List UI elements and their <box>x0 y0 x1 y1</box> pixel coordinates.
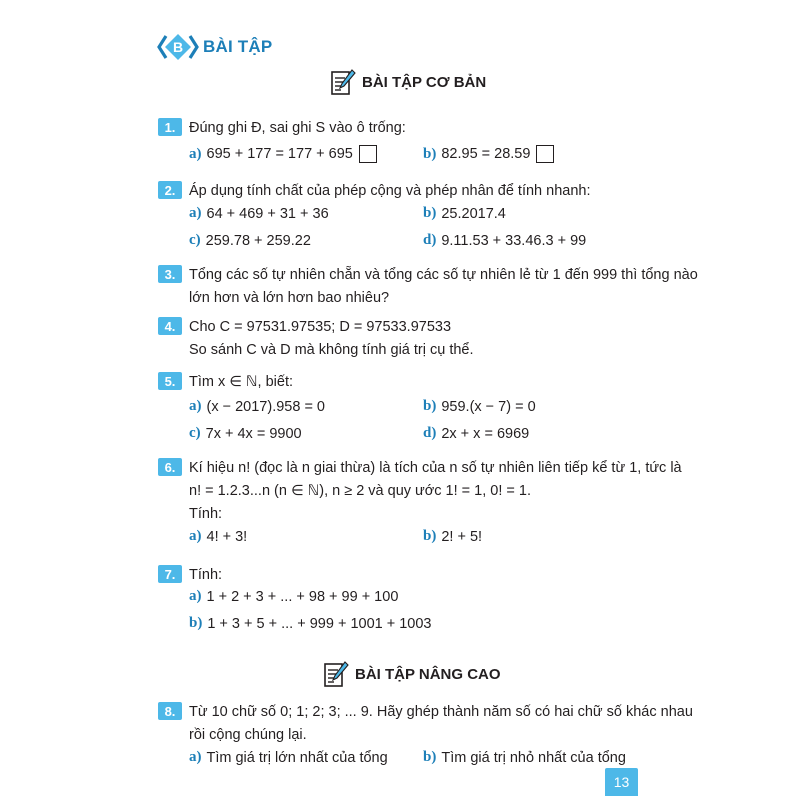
question-line: rồi cộng chúng lại. <box>189 727 307 743</box>
option-text: 1 + 3 + 5 + ... + 999 + 1001 + 1003 <box>207 615 432 632</box>
question-2 <box>158 180 591 203</box>
badge-letter: B <box>172 39 184 55</box>
option-2a <box>189 205 329 222</box>
question-line: Tính: <box>189 506 223 522</box>
option-label: c) <box>189 232 201 248</box>
question-6 <box>158 457 682 526</box>
option-text: 9.11.53 + 33.46.3 + 99 <box>441 232 587 249</box>
option-label: a) <box>189 588 202 604</box>
option-2d <box>423 232 586 249</box>
notebook-pencil-icon <box>330 68 356 96</box>
question-text: Tính: <box>189 567 223 583</box>
option-label: a) <box>189 528 202 544</box>
question-text <box>189 316 474 362</box>
option-2b <box>423 205 506 222</box>
answer-checkbox[interactable] <box>536 145 554 163</box>
question-number: 6. <box>158 458 182 476</box>
option-text: Tìm giá trị nhỏ nhất của tổng <box>441 749 626 766</box>
question-line: So sánh C và D mà không tính giá trị cụ thể. <box>189 342 474 358</box>
question-8 <box>158 701 693 747</box>
section-title-advanced <box>323 660 501 688</box>
question-text <box>189 701 693 747</box>
section-b-badge-icon <box>157 33 199 61</box>
option-text: 259.78 + 259.22 <box>205 232 311 249</box>
question-1 <box>158 117 406 140</box>
option-8a <box>189 749 388 766</box>
question-text: Tìm x ∈ ℕ, biết: <box>189 374 294 390</box>
option-label: b) <box>423 145 437 162</box>
option-label: a) <box>189 398 202 414</box>
option-label: b) <box>189 615 203 631</box>
page-number: 13 <box>605 768 638 796</box>
option-label: d) <box>423 425 437 441</box>
option-1a <box>189 145 377 163</box>
option-text: 82.95 = 28.59 <box>441 146 531 162</box>
question-number: 5. <box>158 372 182 390</box>
option-1b <box>423 145 554 163</box>
section-title-text: BÀI TẬP CƠ BẢN <box>362 73 487 91</box>
option-label: b) <box>423 528 437 544</box>
option-5c <box>189 425 302 442</box>
option-5a <box>189 398 325 415</box>
option-label: a) <box>189 205 202 221</box>
question-number: 3. <box>158 265 182 283</box>
option-text: 4! + 3! <box>206 528 248 545</box>
option-label: b) <box>423 398 437 414</box>
question-line: Tổng các số tự nhiên chẵn và tổng các số tự nhiên lẻ từ 1 đến 999 thì tổng nào <box>189 267 698 283</box>
question-line: Kí hiệu n! (đọc là n giai thừa) là tích của n số tự nhiên liên tiếp kể từ 1, tức là <box>189 460 682 476</box>
option-text: 64 + 469 + 31 + 36 <box>206 205 329 222</box>
question-4 <box>158 316 474 362</box>
question-number: 1. <box>158 118 182 136</box>
question-line: n! = 1.2.3...n (n ∈ ℕ), n ≥ 2 và quy ước 1! = 1, 0! = 1. <box>189 483 531 499</box>
option-text: 695 + 177 = 177 + 695 <box>206 146 353 162</box>
option-8b <box>423 749 626 766</box>
question-number: 2. <box>158 181 182 199</box>
question-number: 4. <box>158 317 182 335</box>
section-title-basic <box>330 68 486 96</box>
option-2c <box>189 232 311 249</box>
question-line: lớn hơn và lớn hơn bao nhiêu? <box>189 290 390 306</box>
option-label: a) <box>189 145 202 162</box>
question-text: Áp dụng tính chất của phép cộng và phép nhân để tính nhanh: <box>189 183 591 199</box>
option-text: 7x + 4x = 9900 <box>205 425 302 442</box>
option-5d <box>423 425 529 442</box>
option-text: 2x + x = 6969 <box>441 425 530 442</box>
question-line: Từ 10 chữ số 0; 1; 2; 3; ... 9. Hãy ghép thành năm số có hai chữ số khác nhau <box>189 704 693 720</box>
option-text: 25.2017.4 <box>441 205 506 222</box>
question-line: Cho C = 97531.97535; D = 97533.97533 <box>189 319 452 335</box>
option-label: b) <box>423 749 437 765</box>
option-6a <box>189 528 247 545</box>
option-label: d) <box>423 232 437 248</box>
question-number: 8. <box>158 702 182 720</box>
option-text: 959.(x − 7) = 0 <box>441 398 536 415</box>
section-label: BÀI TẬP <box>203 37 273 56</box>
option-text: 2! + 5! <box>441 528 483 545</box>
question-7 <box>158 564 222 587</box>
option-label: c) <box>189 425 201 441</box>
question-text <box>189 457 682 526</box>
question-text <box>189 264 698 310</box>
answer-checkbox[interactable] <box>359 145 377 163</box>
question-number: 7. <box>158 565 182 583</box>
question-3 <box>158 264 698 310</box>
question-5 <box>158 371 293 394</box>
option-7b <box>189 615 431 632</box>
option-7a <box>189 588 398 605</box>
section-header <box>157 33 272 61</box>
option-5b <box>423 398 536 415</box>
option-6b <box>423 528 482 545</box>
option-text: (x − 2017).958 = 0 <box>206 398 325 415</box>
notebook-pencil-icon <box>323 660 349 688</box>
option-text: 1 + 2 + 3 + ... + 98 + 99 + 100 <box>206 588 399 605</box>
option-text: Tìm giá trị lớn nhất của tổng <box>206 749 388 766</box>
option-label: a) <box>189 749 202 765</box>
question-text: Đúng ghi Đ, sai ghi S vào ô trống: <box>189 120 406 136</box>
section-title-text: BÀI TẬP NÂNG CAO <box>355 665 501 683</box>
option-label: b) <box>423 205 437 221</box>
